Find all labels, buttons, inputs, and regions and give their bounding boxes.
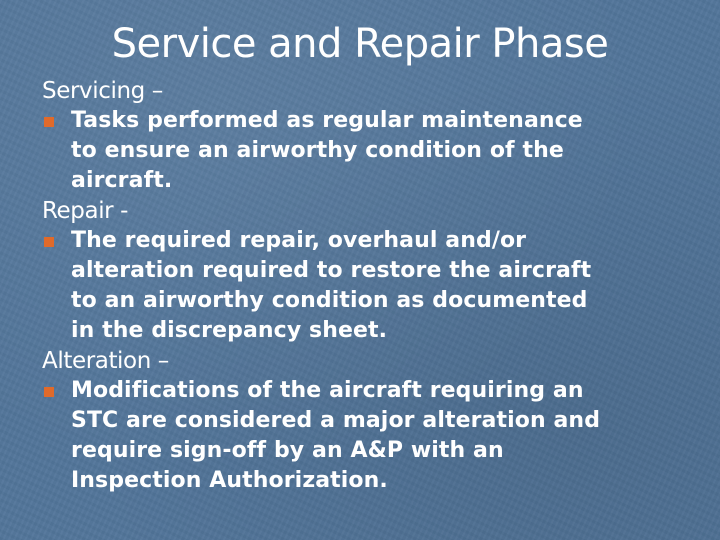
bullet-item	[42, 106, 702, 196]
bullet-line: to ensure an airworthy condition of the	[71, 138, 564, 163]
bullet-line: in the discrepancy sheet.	[71, 318, 388, 343]
bullet-item	[42, 376, 702, 496]
section-servicing	[42, 76, 702, 196]
bullet-text	[71, 226, 702, 346]
bullet-text	[71, 106, 702, 196]
slide-title: Service and Repair Phase	[111, 21, 609, 67]
bullet-line: STC are considered a major alteration and	[71, 408, 601, 433]
square-bullet-icon	[44, 237, 54, 247]
bullet-text	[71, 376, 702, 496]
square-bullet-icon	[44, 117, 54, 127]
bullet-line: The required repair, overhaul and/or	[71, 228, 527, 253]
bullet-line: to an airworthy condition as documented	[71, 288, 588, 313]
square-bullet-icon	[44, 387, 54, 397]
bullet-line: aircraft.	[71, 168, 173, 193]
bullet-item	[42, 226, 702, 346]
bullet-line: alteration required to restore the aircraft	[71, 258, 592, 283]
bullet-line: Modifications of the aircraft requiring an	[71, 378, 584, 403]
bullet-line: Tasks performed as regular maintenance	[71, 108, 583, 133]
bullet-line: Inspection Authorization.	[71, 468, 388, 493]
section-heading: Alteration –	[42, 348, 169, 374]
section-repair	[42, 196, 702, 346]
section-alteration	[42, 346, 702, 496]
section-heading: Servicing –	[42, 78, 163, 104]
slide-body	[42, 76, 702, 496]
bullet-line: require sign-off by an A&P with an	[71, 438, 504, 463]
section-heading: Repair -	[42, 198, 129, 224]
